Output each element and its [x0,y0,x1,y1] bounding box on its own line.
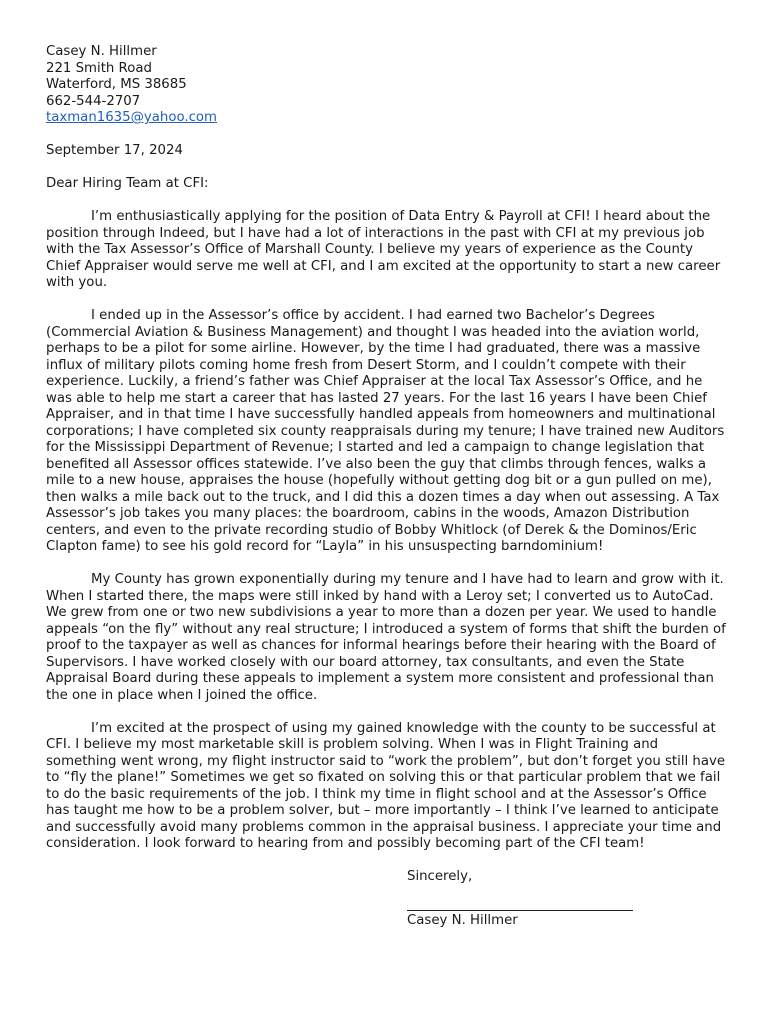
sender-city: Waterford, MS 38685 [46,77,187,92]
sender-street: 221 Smith Road [46,60,152,76]
sender-email-link[interactable]: taxman1635@yahoo.com [46,110,218,125]
letter-date: September 17, 2024 [46,143,183,158]
sender-address-block [46,44,726,127]
signature-name: Casey N. Hillmer [407,912,518,928]
cover-letter [46,44,726,929]
closing-block [407,869,726,929]
closing-text: Sincerely, [407,869,473,884]
sender-name: Casey N. Hillmer [46,44,157,59]
salutation: Dear Hiring Team at CFI: [46,176,209,191]
body-paragraph-3: My County has grown exponentially during my tenure and I have had to learn and grow with it. When I started there, the maps were still inked by hand with a Leroy set; I converted us to AutoCad. We grew from one or two new subdivisions a year to more than a dozen per year. We used to handle appeals “on the fly” without any real structure; I introduced a system of forms that shift the burden of proof to the taxpayer as well as chances for informal hearings before their hearing with the Board of Supervisors. I have worked closely with our board attorney, tax consultants, and even the State Appraisal Board during these appeals to implement a system more consistent and professional than the one in place when I joined the office. [46,572,726,703]
body-paragraph-2: I ended up in the Assessor’s office by accident. I had earned two Bachelor’s Degrees (Commercial Aviation & Business Management) and thought I was headed into the aviation world, perhaps to be a pilot for some airline. However, by the time I had graduated, there was a massive influx of military pilots coming home fresh from Desert Storm, and I couldn’t compete with their experience. Luckily, a friend’s father was Chief Appraiser at the local Tax Assessor’s Office, and he was able to help me start a career that has lasted 27 years. For the last 16 years I have been Chief Appraiser, and in that time I have successfully handled appeals from homeowners and multinational corporations; I have completed six county reappraisals during my tenure; I have trained new Auditors for the Mississippi Department of Revenue; I started and led a campaign to change legislation that benefited all Assessor offices statewide. I’ve also been the guy that climbs through fences, walks a mile to a new house, appraises the house (hopefully without getting dog bit or a gun pulled on me), then walks a mile back out to the truck, and I did this a dozen times a day when out assessing. A Tax Assessor’s job takes you many places: the boardroom, cabins in the woods, Amazon Distribution centers, and even to the private recording studio of Bobby Whitlock (of Derek & the Dominos/Eric Clapton fame) to see his gold record for “Layla” in his unsuspecting barndominium! [46,308,725,554]
body-paragraph-4: I’m excited at the prospect of using my gained knowledge with the county to be successful at CFI. I believe my most marketable skill is problem solving. When I was in Flight Training and something went wrong, my flight instructor said to “work the problem”, but don’t forget you still have to “fly the plane!” Sometimes we get so fixated on solving this or that particular problem that we fail to do the basic requirements of the job. I think my time in flight school and at the Assessor’s Office has taught me how to be a problem solver, but – more importantly – I think I’ve learned to anticipate and successfully avoid many problems common in the appraisal business. I appreciate your time and consideration. I look forward to hearing from and possibly becoming part of the CFI team! [46,720,726,851]
letter-body [46,209,726,853]
sender-phone: 662-544-2707 [46,93,141,109]
signature-line [407,910,633,911]
body-paragraph-1: I’m enthusiastically applying for the position of Data Entry & Payroll at CFI! I heard about the position through Indeed, but I have had a lot of interactions in the past with CFI at my previous job with the Tax Assessor’s Office of Marshall County. I believe my years of experience as the County Chief Appraiser would serve me well at CFI, and I am excited at the opportunity to start a new career with you. [46,209,721,290]
